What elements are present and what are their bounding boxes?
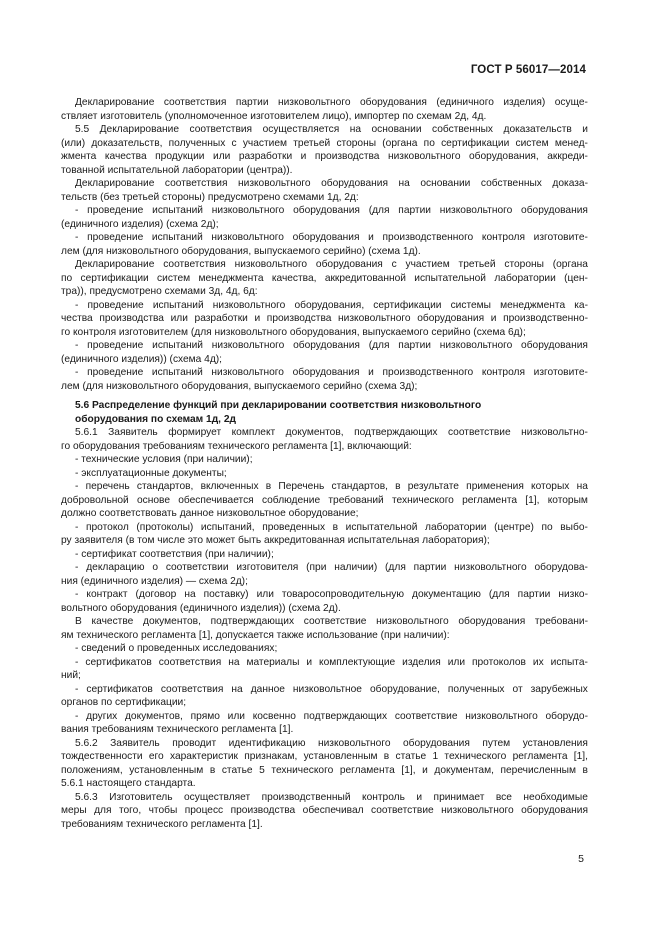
text-line: добровольной основе обеспечивается соблюдение требований технического регламента [1], которым [61,494,588,506]
text-line: - эксплуатационные документы; [75,467,227,479]
document-body [61,96,588,831]
text-line: ям технического регламента [1], допускается также использование (при наличии): [61,629,450,641]
text-line: меры для того, чтобы процесс производства обеспечивал соответствие низковольтного оборудования [61,805,588,816]
text-line: - протокол (протоколы) испытаний, проведенных в испытательной лаборатории (центре) по выбо- [75,521,588,533]
text-line: 5.6.2 Заявитель проводит идентификацию низковольтного оборудования путем установления [75,737,588,749]
text-line: (или) доказательств, полученных с участием третьей стороны (органа по сертификации систем менед- [61,137,588,149]
text-line: тованной испытательной лаборатории (центра)). [61,164,293,176]
text-line: Декларирование соответствия партии низковольтного оборудования (единичного изделия) осуще- [75,97,588,108]
standard-code: ГОСТ Р 56017—2014 [470,64,586,76]
section-heading-line: оборудования по схемам 1д, 2д [75,413,236,425]
text-line: ний; [61,670,81,681]
section-heading-line: 5.6 Распределение функций при декларировании соответствия низковольтного [75,400,482,411]
text-line: го контроля изготовителем (для низковольтного оборудования, выпускаемого серийно (схема 6д); [61,326,526,338]
text-line: - сертификатов соответствия на данное низковольтное оборудование, полученных от зарубежных [75,683,588,695]
text-line: должно соответствовать данное низковольтное оборудование; [61,508,359,519]
text-line: по сертификации систем менеджмента качества, аккредитованной испытательной лаборатории (цен- [61,272,588,284]
text-line: тождественности его характеристик признакам, установленным в статье 1 технического регламента [1], [61,751,588,762]
text-line: 5.6.1 настоящего стандарта. [61,778,196,789]
text-line: 5.5 Декларирование соответствия осуществляется на основании собственных доказательств и [75,124,588,135]
text-line: ствляет изготовитель (уполномоченное изготовителем лицо), импортер по схемам 2д, 4д. [61,110,487,122]
text-line: лем (для низковольтного оборудования, выпускаемого серийно (схема 3д); [61,380,418,392]
text-line: жмента качества продукции или разработки и производства низковольтного оборудования, аккреди- [61,151,588,162]
text-line: го оборудования требованиям технического регламента [1], включающий: [61,440,412,452]
text-line: - технические условия (при наличии); [75,454,253,465]
text-line: органов по сертификации; [61,697,187,708]
text-line: - сертификатов соответствия на материалы и комплектующие изделия или протоколов их испыта- [75,656,588,668]
text-line: Декларирование соответствия низковольтного оборудования на основании собственных доказа- [75,178,588,189]
text-line: В качестве документов, подтверждающих соответствие низковольтного оборудования требовани- [75,616,588,627]
text-line: вольтного оборудования (единичного изделия)) (схема 2д). [61,602,341,614]
text-line: - проведение испытаний низковольтного оборудования (для партии низковольтного оборудования [75,205,588,216]
text-line: вания требованиям технического регламента [1]. [61,724,294,735]
text-line: - перечень стандартов, включенных в Перечень стандартов, в результате применения которых на [75,481,588,492]
text-line: 5.6.3 Изготовитель осуществляет производственный контроль и принимает все необходимые [75,791,588,803]
text-line: требованиям технического регламента [1]. [61,818,263,830]
text-line: ния (единичного изделия) — схема 2д); [61,575,248,587]
text-line: чества производства или разработки и производства низковольтного оборудования и производственно- [61,313,588,324]
text-line: - сертификат соответствия (при наличии); [75,548,274,560]
text-line: - проведение испытаний низковольтного оборудования (для партии низковольтного оборудования [75,340,588,351]
text-line: лем (для низковольтного оборудования, выпускаемого серийно) (схема 1д). [61,245,421,257]
text-line: Декларирование соответствия низковольтного оборудования с участием третьей стороны (органа [75,259,588,270]
text-line: тра)), предусмотрено схемами 3д, 4д, 6д: [61,286,258,297]
text-line: положениям, установленным в статье 5 технического регламента [1], и документам, перечисленным в [61,764,588,776]
text-line: (единичного изделия) (схема 2д); [61,218,219,230]
text-line: - проведение испытаний низковольтного оборудования и производственного контроля изготовите- [75,367,588,378]
text-line: - проведение испытаний низковольтного оборудования, сертификации системы менеджмента ка- [75,299,588,311]
page-number: 5 [578,853,584,865]
text-line: (единичного изделия)) (схема 4д); [61,353,223,365]
text-line: - других документов, прямо или косвенно подтверждающих соответствие низковольтного оборудо- [75,710,588,722]
text-line: - контракт (договор на поставку) или товаросопроводительную документацию (для партии низко- [75,589,588,600]
text-line: - сведений о проведенных исследованиях; [75,643,278,654]
text-line: ру заявителя (в том числе это может быть аккредитованная испытательная лаборатория); [61,535,490,546]
text-line: - декларацию о соответствии изготовителя (при наличии) (для партии низковольтного оборудова- [75,562,588,573]
text-line: - проведение испытаний низковольтного оборудования и производственного контроля изготовите- [75,232,588,243]
text-line: 5.6.1 Заявитель формирует комплект документов, подтверждающих соответствие низковольтно- [75,427,588,438]
text-line: тельств (без третьей стороны) предусмотрено схемами 1д, 2д: [61,191,359,203]
